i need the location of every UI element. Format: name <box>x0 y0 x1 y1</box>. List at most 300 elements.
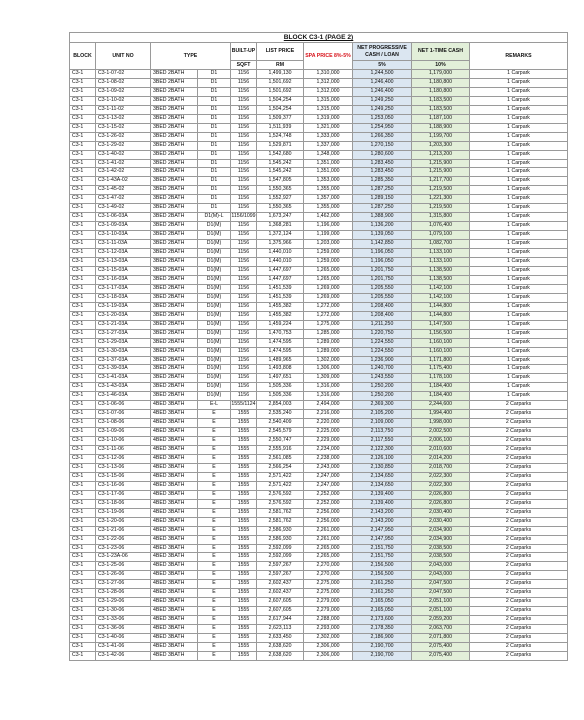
type-cell: 4BED 3BATH <box>151 490 198 499</box>
list-price-cell: 2,581,762 <box>257 517 304 526</box>
net-progressive-cell: 2,113,750 <box>353 428 412 437</box>
spa-price-cell: 1,316,000 <box>304 392 353 401</box>
unit-no-cell: C3-1-19-03A <box>96 302 151 311</box>
spa-price-cell: 2,238,000 <box>304 454 353 463</box>
net-one-time-cell: 1,171,800 <box>412 356 470 365</box>
type-cell: 3BED 2BATH <box>151 213 198 222</box>
type-code-cell: E <box>198 580 231 589</box>
type-code-cell: E <box>198 651 231 660</box>
net-one-time-cell: 2,034,900 <box>412 526 470 535</box>
net-progressive-cell: 2,122,300 <box>353 446 412 455</box>
list-price-cell: 1,529,871 <box>257 141 304 150</box>
unit-no-cell: C3-1-15-02 <box>96 123 151 132</box>
block-cell: C3-1 <box>70 213 96 222</box>
list-price-cell: 1,550,365 <box>257 186 304 195</box>
net-progressive-cell: 1,253,050 <box>353 114 412 123</box>
type-code-cell: D1(M) <box>198 320 231 329</box>
list-price-cell: 2,581,762 <box>257 508 304 517</box>
built-up-cell: 1555 <box>231 410 257 419</box>
spa-price-cell: 1,259,000 <box>304 258 353 267</box>
type-cell: 3BED 2BATH <box>151 87 198 96</box>
net-progressive-cell: 1,266,350 <box>353 132 412 141</box>
net-one-time-cell: 2,014,200 <box>412 454 470 463</box>
price-list-table <box>69 32 568 661</box>
net-progressive-cell: 1,250,200 <box>353 392 412 401</box>
spa-price-cell: 1,265,000 <box>304 275 353 284</box>
block-cell: C3-1 <box>70 150 96 159</box>
type-code-cell: D1(M) <box>198 365 231 374</box>
table-row <box>70 526 568 535</box>
block-cell: C3-1 <box>70 508 96 517</box>
spa-price-cell: 1,357,000 <box>304 195 353 204</box>
type-code-cell: D1(M) <box>198 383 231 392</box>
net-progressive-cell: 2,186,900 <box>353 634 412 643</box>
type-cell: 4BED 3BATH <box>151 446 198 455</box>
remarks-cell: 2 Carparks <box>470 419 568 428</box>
block-cell: C3-1 <box>70 625 96 634</box>
block-cell: C3-1 <box>70 598 96 607</box>
built-up-cell: 1555 <box>231 562 257 571</box>
built-up-cell: 1156 <box>231 204 257 213</box>
block-cell: C3-1 <box>70 410 96 419</box>
type-code-cell: D1(M) <box>198 338 231 347</box>
spa-price-cell: 1,285,000 <box>304 329 353 338</box>
unit-no-cell: C3-1-27-06 <box>96 580 151 589</box>
table-row <box>70 517 568 526</box>
net-progressive-cell: 2,161,250 <box>353 580 412 589</box>
table-row <box>70 562 568 571</box>
net-one-time-cell: 2,043,000 <box>412 562 470 571</box>
table-row <box>70 410 568 419</box>
type-code-cell: E-L <box>198 401 231 410</box>
type-cell: 4BED 3BATH <box>151 598 198 607</box>
spa-price-cell: 1,275,000 <box>304 320 353 329</box>
block-cell: C3-1 <box>70 651 96 660</box>
unit-no-cell: C3-1-21-03A <box>96 320 151 329</box>
block-cell: C3-1 <box>70 419 96 428</box>
built-up-cell: 1555 <box>231 651 257 660</box>
spa-price-cell: 2,275,000 <box>304 580 353 589</box>
built-up-cell: 1156 <box>231 168 257 177</box>
unit-no-cell: C3-1-12-06 <box>96 454 151 463</box>
table-row <box>70 150 568 159</box>
block-cell: C3-1 <box>70 132 96 141</box>
spa-price-cell: 1,309,000 <box>304 374 353 383</box>
spa-price-cell: 2,256,000 <box>304 517 353 526</box>
unit-no-cell: C3-1-18-06 <box>96 499 151 508</box>
title-row <box>70 33 568 43</box>
remarks-cell: 2 Carparks <box>470 544 568 553</box>
list-price-cell: 1,547,805 <box>257 177 304 186</box>
net-progressive-cell: 2,165,050 <box>353 598 412 607</box>
remarks-cell: 2 Carparks <box>470 428 568 437</box>
net-one-time-cell: 1,213,200 <box>412 150 470 159</box>
built-up-cell: 1555 <box>231 580 257 589</box>
net-one-time-cell: 2,030,400 <box>412 508 470 517</box>
block-cell: C3-1 <box>70 490 96 499</box>
unit-no-cell: C3-1-17-06 <box>96 490 151 499</box>
header-type: TYPE <box>151 43 231 70</box>
type-code-cell: E <box>198 553 231 562</box>
unit-no-cell: C3-1-39-03A <box>96 365 151 374</box>
remarks-cell: 1 Carpark <box>470 266 568 275</box>
net-progressive-cell: 2,190,700 <box>353 643 412 652</box>
list-price-cell: 1,455,382 <box>257 311 304 320</box>
spa-price-cell: 2,247,000 <box>304 481 353 490</box>
list-price-cell: 1,470,753 <box>257 329 304 338</box>
net-progressive-cell: 1,249,250 <box>353 96 412 105</box>
list-price-cell: 1,524,748 <box>257 132 304 141</box>
type-code-cell: E <box>198 463 231 472</box>
built-up-cell: 1555/1124 <box>231 401 257 410</box>
table-row <box>70 374 568 383</box>
net-one-time-cell: 2,071,800 <box>412 634 470 643</box>
built-up-cell: 1555 <box>231 428 257 437</box>
type-code-cell: D1 <box>198 141 231 150</box>
type-code-cell: E <box>198 589 231 598</box>
type-cell: 3BED 2BATH <box>151 275 198 284</box>
block-cell: C3-1 <box>70 284 96 293</box>
unit-no-cell: C3-1-29-02 <box>96 141 151 150</box>
table-row <box>70 293 568 302</box>
type-cell: 3BED 2BATH <box>151 159 198 168</box>
list-price-cell: 1,545,242 <box>257 159 304 168</box>
block-cell: C3-1 <box>70 562 96 571</box>
remarks-cell: 1 Carpark <box>470 87 568 96</box>
block-cell: C3-1 <box>70 186 96 195</box>
net-progressive-cell: 2,369,300 <box>353 401 412 410</box>
net-progressive-cell: 1,201,750 <box>353 266 412 275</box>
table-row <box>70 195 568 204</box>
block-cell: C3-1 <box>70 249 96 258</box>
block-cell: C3-1 <box>70 356 96 365</box>
net-one-time-cell: 1,199,700 <box>412 132 470 141</box>
net-progressive-cell: 1,254,950 <box>353 123 412 132</box>
built-up-cell: 1555 <box>231 634 257 643</box>
type-cell: 3BED 2BATH <box>151 231 198 240</box>
built-up-cell: 1156 <box>231 302 257 311</box>
table-row <box>70 123 568 132</box>
unit-no-cell: C3-1-13-03A <box>96 258 151 267</box>
list-price-cell: 2,592,099 <box>257 544 304 553</box>
table-row <box>70 177 568 186</box>
spa-price-cell: 1,312,000 <box>304 78 353 87</box>
type-cell: 3BED 2BATH <box>151 114 198 123</box>
net-one-time-cell: 1,215,900 <box>412 159 470 168</box>
spa-price-cell: 1,315,000 <box>304 96 353 105</box>
type-cell: 3BED 2BATH <box>151 347 198 356</box>
spa-price-cell: 1,302,000 <box>304 356 353 365</box>
net-progressive-cell: 2,156,500 <box>353 571 412 580</box>
remarks-cell: 2 Carparks <box>470 526 568 535</box>
type-code-cell: D1 <box>198 204 231 213</box>
built-up-cell: 1156 <box>231 365 257 374</box>
type-cell: 3BED 2BATH <box>151 338 198 347</box>
type-cell: 3BED 2BATH <box>151 258 198 267</box>
built-up-cell: 1555 <box>231 499 257 508</box>
list-price-cell: 2,597,267 <box>257 562 304 571</box>
spa-price-cell: 1,196,000 <box>304 222 353 231</box>
net-progressive-cell: 2,143,200 <box>353 517 412 526</box>
built-up-cell: 1156 <box>231 186 257 195</box>
type-code-cell: E <box>198 454 231 463</box>
spa-price-cell: 1,289,000 <box>304 338 353 347</box>
type-cell: 4BED 3BATH <box>151 428 198 437</box>
net-one-time-cell: 1,188,900 <box>412 123 470 132</box>
unit-no-cell: C3-1-20-06 <box>96 517 151 526</box>
spa-price-cell: 1,319,000 <box>304 114 353 123</box>
unit-no-cell: C3-1-07-06 <box>96 410 151 419</box>
type-cell: 3BED 2BATH <box>151 383 198 392</box>
type-code-cell: D1 <box>198 186 231 195</box>
type-cell: 4BED 3BATH <box>151 562 198 571</box>
spa-price-cell: 2,256,000 <box>304 508 353 517</box>
spa-price-cell: 1,333,000 <box>304 132 353 141</box>
remarks-cell: 2 Carparks <box>470 580 568 589</box>
type-code-cell: D1(M) <box>198 311 231 320</box>
table-row <box>70 338 568 347</box>
type-code-cell: E <box>198 625 231 634</box>
net-progressive-cell: 1,244,500 <box>353 70 412 79</box>
remarks-cell: 2 Carparks <box>470 535 568 544</box>
spa-price-cell: 1,353,000 <box>304 177 353 186</box>
remarks-cell: 1 Carpark <box>470 177 568 186</box>
type-code-cell: D1 <box>198 195 231 204</box>
net-one-time-cell: 1,179,000 <box>412 70 470 79</box>
type-cell: 4BED 3BATH <box>151 651 198 660</box>
net-progressive-cell: 1,201,750 <box>353 275 412 284</box>
block-cell: C3-1 <box>70 446 96 455</box>
spa-price-cell: 2,306,000 <box>304 651 353 660</box>
type-cell: 4BED 3BATH <box>151 517 198 526</box>
remarks-cell: 2 Carparks <box>470 643 568 652</box>
type-cell: 3BED 2BATH <box>151 177 198 186</box>
table-row <box>70 428 568 437</box>
list-price-cell: 2,602,437 <box>257 589 304 598</box>
spa-price-cell: 1,289,000 <box>304 347 353 356</box>
type-code-cell: D1 <box>198 87 231 96</box>
type-cell: 4BED 3BATH <box>151 607 198 616</box>
net-one-time-cell: 1,184,400 <box>412 392 470 401</box>
spa-price-cell: 1,310,000 <box>304 70 353 79</box>
built-up-cell: 1156 <box>231 159 257 168</box>
remarks-cell: 2 Carparks <box>470 508 568 517</box>
remarks-cell: 1 Carpark <box>470 275 568 284</box>
net-progressive-cell: 2,156,500 <box>353 562 412 571</box>
remarks-cell: 2 Carparks <box>470 589 568 598</box>
type-cell: 4BED 3BATH <box>151 526 198 535</box>
list-price-cell: 1,542,680 <box>257 150 304 159</box>
list-price-cell: 1,455,382 <box>257 302 304 311</box>
type-cell: 3BED 2BATH <box>151 284 198 293</box>
table-row <box>70 258 568 267</box>
unit-no-cell: C3-1-12-03A <box>96 249 151 258</box>
unit-no-cell: C3-1-17-03A <box>96 284 151 293</box>
type-code-cell: E <box>198 446 231 455</box>
list-price-cell: 2,571,422 <box>257 472 304 481</box>
unit-no-cell: C3-1-10-03A <box>96 231 151 240</box>
unit-no-cell: C3-1-33-06 <box>96 616 151 625</box>
block-cell: C3-1 <box>70 266 96 275</box>
list-price-cell: 1,545,242 <box>257 168 304 177</box>
unit-no-cell: C3-1-46-03A <box>96 392 151 401</box>
unit-no-cell: C3-1-49-02 <box>96 204 151 213</box>
remarks-cell: 1 Carpark <box>470 186 568 195</box>
list-price-cell: 2,638,620 <box>257 651 304 660</box>
built-up-cell: 1555 <box>231 508 257 517</box>
type-code-cell: D1(M) <box>198 356 231 365</box>
list-price-cell: 1,504,254 <box>257 96 304 105</box>
built-up-cell: 1555 <box>231 589 257 598</box>
type-code-cell: D1(M) <box>198 222 231 231</box>
block-cell: C3-1 <box>70 383 96 392</box>
net-one-time-cell: 1,138,500 <box>412 266 470 275</box>
list-price-cell: 1,474,595 <box>257 338 304 347</box>
type-cell: 4BED 3BATH <box>151 571 198 580</box>
unit-no-cell: C3-1-07-02 <box>96 70 151 79</box>
unit-no-cell: C3-1-41-02 <box>96 159 151 168</box>
unit-no-cell: C3-1-41-03A <box>96 374 151 383</box>
remarks-cell: 1 Carpark <box>470 96 568 105</box>
table-row <box>70 213 568 222</box>
list-price-cell: 1,474,595 <box>257 347 304 356</box>
type-cell: 4BED 3BATH <box>151 472 198 481</box>
block-cell: C3-1 <box>70 347 96 356</box>
type-code-cell: D1 <box>198 96 231 105</box>
header-block: BLOCK <box>70 43 96 70</box>
net-progressive-cell: 1,280,600 <box>353 150 412 159</box>
unit-no-cell: C3-1-16-03A <box>96 275 151 284</box>
net-progressive-cell: 2,130,850 <box>353 463 412 472</box>
spa-price-cell: 2,243,000 <box>304 463 353 472</box>
type-code-cell: E <box>198 508 231 517</box>
net-one-time-cell: 2,051,100 <box>412 607 470 616</box>
block-cell: C3-1 <box>70 96 96 105</box>
table-row <box>70 78 568 87</box>
type-code-cell: D1(M) <box>198 284 231 293</box>
net-progressive-cell: 1,220,750 <box>353 329 412 338</box>
net-one-time-cell: 2,026,800 <box>412 499 470 508</box>
header-remarks: REMARKS <box>470 43 568 70</box>
type-code-cell: E <box>198 428 231 437</box>
block-cell: C3-1 <box>70 78 96 87</box>
block-cell: C3-1 <box>70 258 96 267</box>
type-cell: 3BED 2BATH <box>151 311 198 320</box>
remarks-cell: 2 Carparks <box>470 410 568 419</box>
table-row <box>70 481 568 490</box>
table-row <box>70 222 568 231</box>
type-cell: 4BED 3BATH <box>151 481 198 490</box>
spa-price-cell: 2,252,000 <box>304 490 353 499</box>
net-progressive-cell: 1,136,200 <box>353 222 412 231</box>
header-unit-no: UNIT NO <box>96 43 151 70</box>
net-one-time-cell: 2,038,500 <box>412 544 470 553</box>
list-price-cell: 1,489,965 <box>257 356 304 365</box>
block-cell: C3-1 <box>70 643 96 652</box>
table-row <box>70 266 568 275</box>
table-row <box>70 329 568 338</box>
net-one-time-cell: 1,184,400 <box>412 383 470 392</box>
net-one-time-cell: 1,217,700 <box>412 177 470 186</box>
net-progressive-cell: 1,211,250 <box>353 320 412 329</box>
spa-price-cell: 2,275,000 <box>304 589 353 598</box>
block-cell: C3-1 <box>70 293 96 302</box>
list-price-cell: 2,597,267 <box>257 571 304 580</box>
type-cell: 4BED 3BATH <box>151 437 198 446</box>
remarks-cell: 1 Carpark <box>470 114 568 123</box>
spa-price-cell: 2,270,000 <box>304 562 353 571</box>
table-row <box>70 598 568 607</box>
list-price-cell: 1,511,939 <box>257 123 304 132</box>
type-cell: 3BED 2BATH <box>151 141 198 150</box>
unit-no-cell: C3-1-40-06 <box>96 634 151 643</box>
remarks-cell: 2 Carparks <box>470 517 568 526</box>
net-one-time-cell: 1,133,100 <box>412 258 470 267</box>
net-progressive-cell: 2,173,600 <box>353 616 412 625</box>
type-cell: 4BED 3BATH <box>151 410 198 419</box>
block-cell: C3-1 <box>70 401 96 410</box>
table-row <box>70 356 568 365</box>
unit-no-cell: C3-1-41-06 <box>96 643 151 652</box>
remarks-cell: 2 Carparks <box>470 446 568 455</box>
built-up-cell: 1156 <box>231 177 257 186</box>
block-cell: C3-1 <box>70 481 96 490</box>
type-cell: 3BED 2BATH <box>151 266 198 275</box>
type-code-cell: D1 <box>198 132 231 141</box>
net-progressive-cell: 1,250,200 <box>353 383 412 392</box>
block-cell: C3-1 <box>70 195 96 204</box>
unit-no-cell: C3-1-42-02 <box>96 168 151 177</box>
net-one-time-cell: 1,994,400 <box>412 410 470 419</box>
remarks-cell: 1 Carpark <box>470 231 568 240</box>
list-price-cell: 1,505,336 <box>257 392 304 401</box>
list-price-cell: 2,586,930 <box>257 526 304 535</box>
net-one-time-cell: 2,043,000 <box>412 571 470 580</box>
unit-no-cell: C3-1-29-03A <box>96 338 151 347</box>
list-price-cell: 2,623,113 <box>257 625 304 634</box>
list-price-cell: 1,493,808 <box>257 365 304 374</box>
list-price-cell: 1,451,539 <box>257 284 304 293</box>
type-code-cell: D1(M) <box>198 392 231 401</box>
list-price-cell: 2,607,605 <box>257 598 304 607</box>
net-one-time-cell: 2,022,300 <box>412 481 470 490</box>
type-cell: 3BED 2BATH <box>151 78 198 87</box>
net-progressive-cell: 2,147,950 <box>353 535 412 544</box>
built-up-cell: 1555 <box>231 517 257 526</box>
built-up-cell: 1555 <box>231 463 257 472</box>
spa-price-cell: 1,315,000 <box>304 105 353 114</box>
list-price-cell: 1,504,254 <box>257 105 304 114</box>
type-code-cell: E <box>198 571 231 580</box>
remarks-cell: 2 Carparks <box>470 437 568 446</box>
net-one-time-cell: 1,142,100 <box>412 293 470 302</box>
block-cell: C3-1 <box>70 168 96 177</box>
net-progressive-cell: 1,205,550 <box>353 284 412 293</box>
net-one-time-cell: 1,219,500 <box>412 204 470 213</box>
remarks-cell: 1 Carpark <box>470 311 568 320</box>
remarks-cell: 1 Carpark <box>470 338 568 347</box>
subheader-net-one-time-rate: 10% <box>412 61 470 70</box>
type-code-cell: E <box>198 643 231 652</box>
unit-no-cell: C3-1-25-06 <box>96 562 151 571</box>
remarks-cell: 2 Carparks <box>470 481 568 490</box>
net-one-time-cell: 2,030,400 <box>412 517 470 526</box>
type-cell: 3BED 2BATH <box>151 96 198 105</box>
net-one-time-cell: 1,076,400 <box>412 222 470 231</box>
remarks-cell: 2 Carparks <box>470 625 568 634</box>
remarks-cell: 2 Carparks <box>470 553 568 562</box>
type-code-cell: D1(M) <box>198 329 231 338</box>
